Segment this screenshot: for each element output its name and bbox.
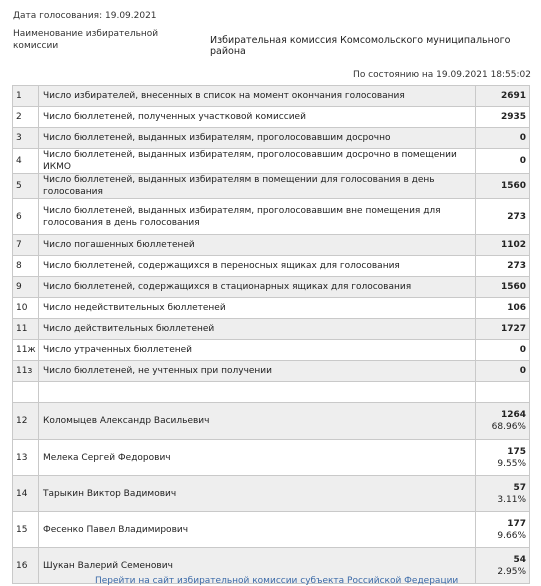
candidate-percent: 3.11% bbox=[497, 494, 526, 505]
row-number: 3 bbox=[13, 128, 39, 149]
row-number: 7 bbox=[13, 235, 39, 256]
row-label: Число бюллетеней, выданных избирателям, проголосовавшим вне помещения для голосования в день голосования bbox=[39, 199, 476, 235]
candidate-row bbox=[13, 403, 530, 440]
table-row bbox=[13, 361, 530, 382]
candidate-votes: 175 bbox=[507, 446, 526, 457]
table-spacer-row bbox=[13, 382, 530, 403]
row-label: Число избирателей, внесенных в список на момент окончания голосования bbox=[39, 86, 476, 107]
table-row bbox=[13, 319, 530, 340]
candidate-name: Шукан Валерий Семенович bbox=[39, 548, 476, 584]
row-number: 13 bbox=[13, 440, 39, 476]
row-number: 1 bbox=[13, 86, 39, 107]
row-number: 14 bbox=[13, 476, 39, 512]
row-number: 16 bbox=[13, 548, 39, 584]
candidate-result bbox=[476, 440, 530, 476]
table-row bbox=[13, 86, 530, 107]
candidate-votes: 177 bbox=[507, 518, 526, 529]
table-row bbox=[13, 298, 530, 319]
table-row bbox=[13, 340, 530, 361]
table-row bbox=[13, 235, 530, 256]
table-row bbox=[13, 149, 530, 174]
row-number: 8 bbox=[13, 256, 39, 277]
row-label: Число недействительных бюллетеней bbox=[39, 298, 476, 319]
table-row bbox=[13, 199, 530, 235]
row-label: Число утраченных бюллетеней bbox=[39, 340, 476, 361]
row-value: 0 bbox=[476, 128, 530, 149]
row-number: 11 bbox=[13, 319, 39, 340]
row-number: 6 bbox=[13, 199, 39, 235]
candidate-name: Мелека Сергей Федорович bbox=[39, 440, 476, 476]
table-row bbox=[13, 107, 530, 128]
candidate-result bbox=[476, 512, 530, 548]
table-row bbox=[13, 128, 530, 149]
row-value: 0 bbox=[476, 149, 530, 174]
candidate-percent: 2.95% bbox=[497, 566, 526, 577]
row-number: 5 bbox=[13, 174, 39, 199]
candidate-name: Коломыцев Александр Васильевич bbox=[39, 403, 476, 440]
row-value: 0 bbox=[476, 361, 530, 382]
row-value: 2935 bbox=[476, 107, 530, 128]
row-value: 1560 bbox=[476, 174, 530, 199]
row-label: Число погашенных бюллетеней bbox=[39, 235, 476, 256]
candidate-result bbox=[476, 476, 530, 512]
row-number: 10 bbox=[13, 298, 39, 319]
row-value: 0 bbox=[476, 340, 530, 361]
candidate-row bbox=[13, 476, 530, 512]
candidate-name: Тарыкин Виктор Вадимович bbox=[39, 476, 476, 512]
candidate-percent: 68.96% bbox=[491, 422, 526, 432]
row-number: 11з bbox=[13, 361, 39, 382]
table-row bbox=[13, 174, 530, 199]
row-label: Число бюллетеней, содержащихся в стационарных ящиках для голосования bbox=[39, 277, 476, 298]
table-row bbox=[13, 277, 530, 298]
row-number: 15 bbox=[13, 512, 39, 548]
date-value: 19.09.2021 bbox=[105, 11, 157, 21]
row-number: 2 bbox=[13, 107, 39, 128]
candidate-row bbox=[13, 512, 530, 548]
results-table bbox=[12, 85, 530, 584]
candidate-result bbox=[476, 403, 530, 440]
row-value: 1102 bbox=[476, 235, 530, 256]
row-number: 9 bbox=[13, 277, 39, 298]
date-label: Дата голосования: bbox=[13, 11, 103, 21]
row-value: 106 bbox=[476, 298, 530, 319]
table-row bbox=[13, 256, 530, 277]
row-value: 273 bbox=[476, 199, 530, 235]
candidate-votes: 1264 bbox=[500, 410, 526, 420]
row-label: Число действительных бюллетеней bbox=[39, 319, 476, 340]
candidate-row bbox=[13, 440, 530, 476]
row-value: 1727 bbox=[476, 319, 530, 340]
candidate-percent: 9.66% bbox=[497, 530, 526, 541]
candidate-votes: 54 bbox=[513, 554, 526, 565]
row-value: 2691 bbox=[476, 86, 530, 107]
candidate-name: Фесенко Павел Владимирович bbox=[39, 512, 476, 548]
candidate-votes: 57 bbox=[513, 482, 526, 493]
row-label: Число бюллетеней, полученных участковой комиссией bbox=[39, 107, 476, 128]
voting-date bbox=[13, 11, 157, 21]
row-number: 12 bbox=[13, 403, 39, 440]
row-value: 1560 bbox=[476, 277, 530, 298]
regional-commission-link[interactable]: Перейти на сайт избирательной комиссии субъекта Российской Федерации bbox=[95, 576, 459, 586]
row-value: 273 bbox=[476, 256, 530, 277]
candidate-percent: 9.55% bbox=[497, 458, 526, 469]
row-number: 11ж bbox=[13, 340, 39, 361]
row-label: Число бюллетеней, выданных избирателям, проголосовавшим досрочно в помещении ИКМО bbox=[39, 149, 476, 174]
row-label: Число бюллетеней, не учтенных при получении bbox=[39, 361, 476, 382]
commission-name-label: Наименование избирательной комиссии bbox=[13, 29, 159, 51]
as-of-timestamp: По состоянию на 19.09.2021 18:55:02 bbox=[353, 70, 531, 80]
commission-name: Избирательная комиссия Комсомольского муниципального района bbox=[210, 35, 511, 57]
row-label: Число бюллетеней, содержащихся в переносных ящиках для голосования bbox=[39, 256, 476, 277]
row-label: Число бюллетеней, выданных избирателям в помещении для голосования в день голосования bbox=[39, 174, 476, 199]
row-label: Число бюллетеней, выданных избирателям, проголосовавшим досрочно bbox=[39, 128, 476, 149]
row-number: 4 bbox=[13, 149, 39, 174]
